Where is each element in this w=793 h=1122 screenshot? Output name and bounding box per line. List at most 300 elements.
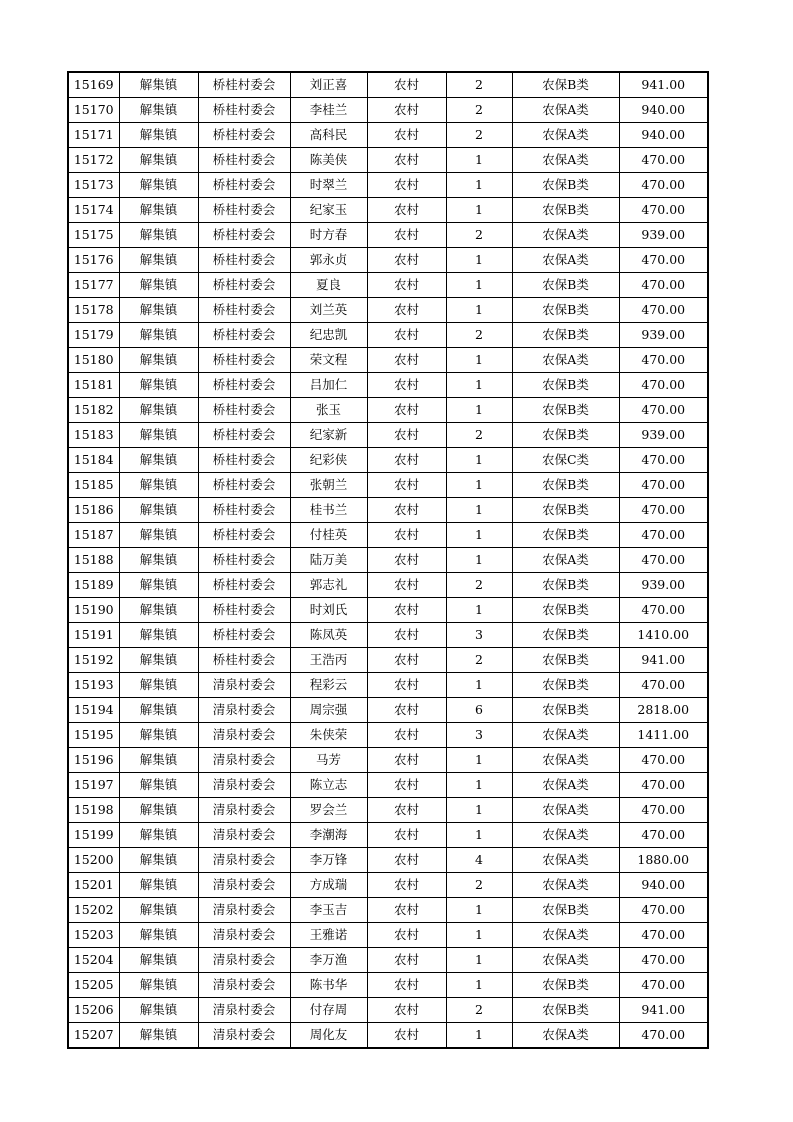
- table-row: [68, 1023, 708, 1049]
- amount-cell: 941.00: [619, 998, 708, 1023]
- serial-number-cell: 15185: [68, 473, 119, 498]
- town-cell: 解集镇: [119, 773, 198, 798]
- name-cell: 陈凤英: [290, 623, 367, 648]
- serial-number-cell: 15169: [68, 72, 119, 98]
- area-type-cell: 农村: [367, 323, 446, 348]
- amount-cell: 939.00: [619, 223, 708, 248]
- amount-cell: 470.00: [619, 923, 708, 948]
- amount-cell: 470.00: [619, 298, 708, 323]
- area-type-cell: 农村: [367, 173, 446, 198]
- town-cell: 解集镇: [119, 823, 198, 848]
- serial-number-cell: 15206: [68, 998, 119, 1023]
- serial-number-cell: 15204: [68, 948, 119, 973]
- village-committee-cell: 清泉村委会: [198, 723, 290, 748]
- town-cell: 解集镇: [119, 598, 198, 623]
- village-committee-cell: 桥桂村委会: [198, 98, 290, 123]
- town-cell: 解集镇: [119, 398, 198, 423]
- village-committee-cell: 桥桂村委会: [198, 223, 290, 248]
- name-cell: 朱侠荣: [290, 723, 367, 748]
- name-cell: 陈书华: [290, 973, 367, 998]
- household-count-cell: 1: [446, 1023, 512, 1049]
- name-cell: 时方春: [290, 223, 367, 248]
- serial-number-cell: 15193: [68, 673, 119, 698]
- insurance-category-cell: 农保B类: [512, 72, 619, 98]
- household-count-cell: 1: [446, 348, 512, 373]
- serial-number-cell: 15180: [68, 348, 119, 373]
- name-cell: 李玉吉: [290, 898, 367, 923]
- village-committee-cell: 清泉村委会: [198, 798, 290, 823]
- amount-cell: 939.00: [619, 573, 708, 598]
- serial-number-cell: 15203: [68, 923, 119, 948]
- town-cell: 解集镇: [119, 973, 198, 998]
- insurance-category-cell: 农保B类: [512, 298, 619, 323]
- table-row: [68, 573, 708, 598]
- household-count-cell: 6: [446, 698, 512, 723]
- household-count-cell: 2: [446, 72, 512, 98]
- town-cell: 解集镇: [119, 248, 198, 273]
- serial-number-cell: 15187: [68, 523, 119, 548]
- name-cell: 方成瑞: [290, 873, 367, 898]
- serial-number-cell: 15170: [68, 98, 119, 123]
- town-cell: 解集镇: [119, 848, 198, 873]
- village-committee-cell: 清泉村委会: [198, 898, 290, 923]
- name-cell: 周化友: [290, 1023, 367, 1049]
- area-type-cell: 农村: [367, 798, 446, 823]
- serial-number-cell: 15197: [68, 773, 119, 798]
- amount-cell: 470.00: [619, 498, 708, 523]
- table-row: [68, 523, 708, 548]
- serial-number-cell: 15171: [68, 123, 119, 148]
- name-cell: 王浩丙: [290, 648, 367, 673]
- area-type-cell: 农村: [367, 398, 446, 423]
- amount-cell: 470.00: [619, 823, 708, 848]
- serial-number-cell: 15176: [68, 248, 119, 273]
- insurance-category-cell: 农保B类: [512, 398, 619, 423]
- table-row: [68, 448, 708, 473]
- town-cell: 解集镇: [119, 223, 198, 248]
- table-row: [68, 673, 708, 698]
- serial-number-cell: 15186: [68, 498, 119, 523]
- village-committee-cell: 清泉村委会: [198, 1023, 290, 1049]
- table-row: [68, 598, 708, 623]
- insurance-category-cell: 农保B类: [512, 323, 619, 348]
- amount-cell: 939.00: [619, 423, 708, 448]
- name-cell: 李万锋: [290, 848, 367, 873]
- town-cell: 解集镇: [119, 523, 198, 548]
- serial-number-cell: 15182: [68, 398, 119, 423]
- insurance-category-cell: 农保B类: [512, 498, 619, 523]
- table-row: [68, 773, 708, 798]
- table-row: [68, 398, 708, 423]
- household-count-cell: 2: [446, 98, 512, 123]
- name-cell: 高科民: [290, 123, 367, 148]
- table-row: [68, 198, 708, 223]
- name-cell: 付桂英: [290, 523, 367, 548]
- area-type-cell: 农村: [367, 98, 446, 123]
- insurance-category-cell: 农保A类: [512, 348, 619, 373]
- name-cell: 王雅诺: [290, 923, 367, 948]
- area-type-cell: 农村: [367, 498, 446, 523]
- household-count-cell: 1: [446, 148, 512, 173]
- area-type-cell: 农村: [367, 973, 446, 998]
- table-row: [68, 923, 708, 948]
- insurance-category-cell: 农保B类: [512, 598, 619, 623]
- village-committee-cell: 桥桂村委会: [198, 623, 290, 648]
- name-cell: 纪彩侠: [290, 448, 367, 473]
- serial-number-cell: 15184: [68, 448, 119, 473]
- household-count-cell: 1: [446, 248, 512, 273]
- area-type-cell: 农村: [367, 648, 446, 673]
- table-row: [68, 123, 708, 148]
- household-count-cell: 2: [446, 323, 512, 348]
- village-committee-cell: 桥桂村委会: [198, 648, 290, 673]
- insurance-category-cell: 农保A类: [512, 923, 619, 948]
- insurance-category-cell: 农保A类: [512, 723, 619, 748]
- serial-number-cell: 15194: [68, 698, 119, 723]
- town-cell: 解集镇: [119, 72, 198, 98]
- name-cell: 时刘氏: [290, 598, 367, 623]
- roster-table: [67, 71, 709, 1049]
- insurance-category-cell: 农保A类: [512, 948, 619, 973]
- area-type-cell: 农村: [367, 623, 446, 648]
- village-committee-cell: 清泉村委会: [198, 748, 290, 773]
- town-cell: 解集镇: [119, 198, 198, 223]
- village-committee-cell: 清泉村委会: [198, 998, 290, 1023]
- insurance-category-cell: 农保A类: [512, 823, 619, 848]
- household-count-cell: 1: [446, 198, 512, 223]
- area-type-cell: 农村: [367, 72, 446, 98]
- household-count-cell: 1: [446, 798, 512, 823]
- serial-number-cell: 15207: [68, 1023, 119, 1049]
- insurance-category-cell: 农保A类: [512, 773, 619, 798]
- village-committee-cell: 桥桂村委会: [198, 148, 290, 173]
- insurance-category-cell: 农保B类: [512, 273, 619, 298]
- area-type-cell: 农村: [367, 873, 446, 898]
- insurance-category-cell: 农保B类: [512, 973, 619, 998]
- area-type-cell: 农村: [367, 848, 446, 873]
- name-cell: 李桂兰: [290, 98, 367, 123]
- amount-cell: 470.00: [619, 898, 708, 923]
- area-type-cell: 农村: [367, 573, 446, 598]
- household-count-cell: 1: [446, 273, 512, 298]
- insurance-category-cell: 农保B类: [512, 523, 619, 548]
- village-committee-cell: 清泉村委会: [198, 973, 290, 998]
- area-type-cell: 农村: [367, 748, 446, 773]
- serial-number-cell: 15183: [68, 423, 119, 448]
- name-cell: 夏良: [290, 273, 367, 298]
- area-type-cell: 农村: [367, 773, 446, 798]
- town-cell: 解集镇: [119, 423, 198, 448]
- area-type-cell: 农村: [367, 373, 446, 398]
- town-cell: 解集镇: [119, 873, 198, 898]
- town-cell: 解集镇: [119, 548, 198, 573]
- household-count-cell: 1: [446, 673, 512, 698]
- amount-cell: 470.00: [619, 448, 708, 473]
- amount-cell: 1880.00: [619, 848, 708, 873]
- table-row: [68, 823, 708, 848]
- name-cell: 时翠兰: [290, 173, 367, 198]
- serial-number-cell: 15172: [68, 148, 119, 173]
- insurance-category-cell: 农保C类: [512, 448, 619, 473]
- name-cell: 刘兰英: [290, 298, 367, 323]
- village-committee-cell: 桥桂村委会: [198, 173, 290, 198]
- amount-cell: 470.00: [619, 598, 708, 623]
- amount-cell: 470.00: [619, 673, 708, 698]
- table-row: [68, 248, 708, 273]
- area-type-cell: 农村: [367, 698, 446, 723]
- area-type-cell: 农村: [367, 523, 446, 548]
- area-type-cell: 农村: [367, 948, 446, 973]
- area-type-cell: 农村: [367, 123, 446, 148]
- village-committee-cell: 清泉村委会: [198, 873, 290, 898]
- serial-number-cell: 15201: [68, 873, 119, 898]
- serial-number-cell: 15173: [68, 173, 119, 198]
- name-cell: 桂书兰: [290, 498, 367, 523]
- insurance-category-cell: 农保A类: [512, 148, 619, 173]
- name-cell: 郭永贞: [290, 248, 367, 273]
- area-type-cell: 农村: [367, 598, 446, 623]
- insurance-category-cell: 农保B类: [512, 173, 619, 198]
- name-cell: 纪忠凯: [290, 323, 367, 348]
- insurance-category-cell: 农保A类: [512, 873, 619, 898]
- name-cell: 张朝兰: [290, 473, 367, 498]
- area-type-cell: 农村: [367, 473, 446, 498]
- table-row: [68, 848, 708, 873]
- table-row: [68, 273, 708, 298]
- area-type-cell: 农村: [367, 423, 446, 448]
- insurance-category-cell: 农保B类: [512, 423, 619, 448]
- household-count-cell: 1: [446, 823, 512, 848]
- insurance-category-cell: 农保B类: [512, 198, 619, 223]
- village-committee-cell: 清泉村委会: [198, 773, 290, 798]
- household-count-cell: 1: [446, 498, 512, 523]
- serial-number-cell: 15177: [68, 273, 119, 298]
- table-row: [68, 223, 708, 248]
- town-cell: 解集镇: [119, 173, 198, 198]
- amount-cell: 470.00: [619, 973, 708, 998]
- town-cell: 解集镇: [119, 673, 198, 698]
- insurance-category-cell: 农保B类: [512, 623, 619, 648]
- table-row: [68, 98, 708, 123]
- town-cell: 解集镇: [119, 473, 198, 498]
- household-count-cell: 1: [446, 923, 512, 948]
- table-row: [68, 973, 708, 998]
- household-count-cell: 1: [446, 173, 512, 198]
- name-cell: 李潮海: [290, 823, 367, 848]
- household-count-cell: 1: [446, 773, 512, 798]
- village-committee-cell: 桥桂村委会: [198, 423, 290, 448]
- amount-cell: 470.00: [619, 398, 708, 423]
- town-cell: 解集镇: [119, 123, 198, 148]
- serial-number-cell: 15188: [68, 548, 119, 573]
- table-row: [68, 948, 708, 973]
- town-cell: 解集镇: [119, 373, 198, 398]
- household-count-cell: 1: [446, 523, 512, 548]
- household-count-cell: 1: [446, 373, 512, 398]
- insurance-category-cell: 农保A类: [512, 123, 619, 148]
- household-count-cell: 1: [446, 448, 512, 473]
- town-cell: 解集镇: [119, 323, 198, 348]
- amount-cell: 1410.00: [619, 623, 708, 648]
- village-committee-cell: 桥桂村委会: [198, 523, 290, 548]
- amount-cell: 470.00: [619, 148, 708, 173]
- village-committee-cell: 清泉村委会: [198, 673, 290, 698]
- serial-number-cell: 15191: [68, 623, 119, 648]
- area-type-cell: 农村: [367, 823, 446, 848]
- area-type-cell: 农村: [367, 148, 446, 173]
- village-committee-cell: 桥桂村委会: [198, 598, 290, 623]
- serial-number-cell: 15175: [68, 223, 119, 248]
- household-count-cell: 2: [446, 223, 512, 248]
- serial-number-cell: 15179: [68, 323, 119, 348]
- town-cell: 解集镇: [119, 273, 198, 298]
- village-committee-cell: 桥桂村委会: [198, 248, 290, 273]
- amount-cell: 470.00: [619, 473, 708, 498]
- insurance-category-cell: 农保A类: [512, 223, 619, 248]
- area-type-cell: 农村: [367, 348, 446, 373]
- household-count-cell: 1: [446, 948, 512, 973]
- amount-cell: 470.00: [619, 548, 708, 573]
- amount-cell: 470.00: [619, 523, 708, 548]
- household-count-cell: 1: [446, 598, 512, 623]
- town-cell: 解集镇: [119, 648, 198, 673]
- serial-number-cell: 15196: [68, 748, 119, 773]
- area-type-cell: 农村: [367, 998, 446, 1023]
- table-row: [68, 648, 708, 673]
- table-row: [68, 723, 708, 748]
- insurance-category-cell: 农保B类: [512, 648, 619, 673]
- table-row: [68, 798, 708, 823]
- village-committee-cell: 清泉村委会: [198, 948, 290, 973]
- name-cell: 付存周: [290, 998, 367, 1023]
- village-committee-cell: 清泉村委会: [198, 848, 290, 873]
- town-cell: 解集镇: [119, 448, 198, 473]
- insurance-category-cell: 农保B类: [512, 998, 619, 1023]
- town-cell: 解集镇: [119, 923, 198, 948]
- village-committee-cell: 桥桂村委会: [198, 123, 290, 148]
- town-cell: 解集镇: [119, 573, 198, 598]
- village-committee-cell: 桥桂村委会: [198, 348, 290, 373]
- name-cell: 李万渔: [290, 948, 367, 973]
- area-type-cell: 农村: [367, 448, 446, 473]
- amount-cell: 470.00: [619, 198, 708, 223]
- town-cell: 解集镇: [119, 748, 198, 773]
- insurance-category-cell: 农保A类: [512, 1023, 619, 1049]
- table-row: [68, 498, 708, 523]
- serial-number-cell: 15200: [68, 848, 119, 873]
- household-count-cell: 3: [446, 723, 512, 748]
- table-row: [68, 623, 708, 648]
- amount-cell: 470.00: [619, 348, 708, 373]
- insurance-category-cell: 农保A类: [512, 548, 619, 573]
- village-committee-cell: 桥桂村委会: [198, 198, 290, 223]
- name-cell: 纪家新: [290, 423, 367, 448]
- table-row: [68, 72, 708, 98]
- roster-body: [68, 72, 708, 1048]
- household-count-cell: 1: [446, 473, 512, 498]
- table-row: [68, 998, 708, 1023]
- serial-number-cell: 15192: [68, 648, 119, 673]
- area-type-cell: 农村: [367, 298, 446, 323]
- village-committee-cell: 清泉村委会: [198, 823, 290, 848]
- name-cell: 陆万美: [290, 548, 367, 573]
- village-committee-cell: 桥桂村委会: [198, 298, 290, 323]
- amount-cell: 470.00: [619, 773, 708, 798]
- household-count-cell: 2: [446, 573, 512, 598]
- serial-number-cell: 15181: [68, 373, 119, 398]
- household-count-cell: 4: [446, 848, 512, 873]
- household-count-cell: 2: [446, 873, 512, 898]
- amount-cell: 941.00: [619, 648, 708, 673]
- village-committee-cell: 清泉村委会: [198, 923, 290, 948]
- name-cell: 马芳: [290, 748, 367, 773]
- name-cell: 刘正喜: [290, 72, 367, 98]
- insurance-category-cell: 农保A类: [512, 748, 619, 773]
- name-cell: 陈立志: [290, 773, 367, 798]
- serial-number-cell: 15195: [68, 723, 119, 748]
- village-committee-cell: 清泉村委会: [198, 698, 290, 723]
- table-row: [68, 423, 708, 448]
- area-type-cell: 农村: [367, 673, 446, 698]
- household-count-cell: 3: [446, 623, 512, 648]
- town-cell: 解集镇: [119, 1023, 198, 1049]
- household-count-cell: 1: [446, 548, 512, 573]
- name-cell: 纪家玉: [290, 198, 367, 223]
- amount-cell: 470.00: [619, 748, 708, 773]
- town-cell: 解集镇: [119, 348, 198, 373]
- town-cell: 解集镇: [119, 698, 198, 723]
- area-type-cell: 农村: [367, 898, 446, 923]
- village-committee-cell: 桥桂村委会: [198, 72, 290, 98]
- insurance-category-cell: 农保B类: [512, 473, 619, 498]
- village-committee-cell: 桥桂村委会: [198, 273, 290, 298]
- village-committee-cell: 桥桂村委会: [198, 448, 290, 473]
- area-type-cell: 农村: [367, 723, 446, 748]
- town-cell: 解集镇: [119, 948, 198, 973]
- household-count-cell: 2: [446, 423, 512, 448]
- town-cell: 解集镇: [119, 723, 198, 748]
- table-row: [68, 148, 708, 173]
- table-row: [68, 873, 708, 898]
- household-count-cell: 1: [446, 398, 512, 423]
- amount-cell: 941.00: [619, 72, 708, 98]
- insurance-category-cell: 农保B类: [512, 898, 619, 923]
- serial-number-cell: 15202: [68, 898, 119, 923]
- town-cell: 解集镇: [119, 498, 198, 523]
- village-committee-cell: 桥桂村委会: [198, 323, 290, 348]
- serial-number-cell: 15199: [68, 823, 119, 848]
- table-row: [68, 348, 708, 373]
- village-committee-cell: 桥桂村委会: [198, 473, 290, 498]
- household-count-cell: 1: [446, 898, 512, 923]
- amount-cell: 470.00: [619, 373, 708, 398]
- village-committee-cell: 桥桂村委会: [198, 398, 290, 423]
- village-committee-cell: 桥桂村委会: [198, 373, 290, 398]
- household-count-cell: 2: [446, 123, 512, 148]
- amount-cell: 470.00: [619, 948, 708, 973]
- table-row: [68, 373, 708, 398]
- table-row: [68, 748, 708, 773]
- insurance-category-cell: 农保B类: [512, 673, 619, 698]
- name-cell: 吕加仁: [290, 373, 367, 398]
- insurance-category-cell: 农保B类: [512, 698, 619, 723]
- name-cell: 张玉: [290, 398, 367, 423]
- table-row: [68, 173, 708, 198]
- insurance-category-cell: 农保A类: [512, 98, 619, 123]
- town-cell: 解集镇: [119, 623, 198, 648]
- town-cell: 解集镇: [119, 148, 198, 173]
- serial-number-cell: 15189: [68, 573, 119, 598]
